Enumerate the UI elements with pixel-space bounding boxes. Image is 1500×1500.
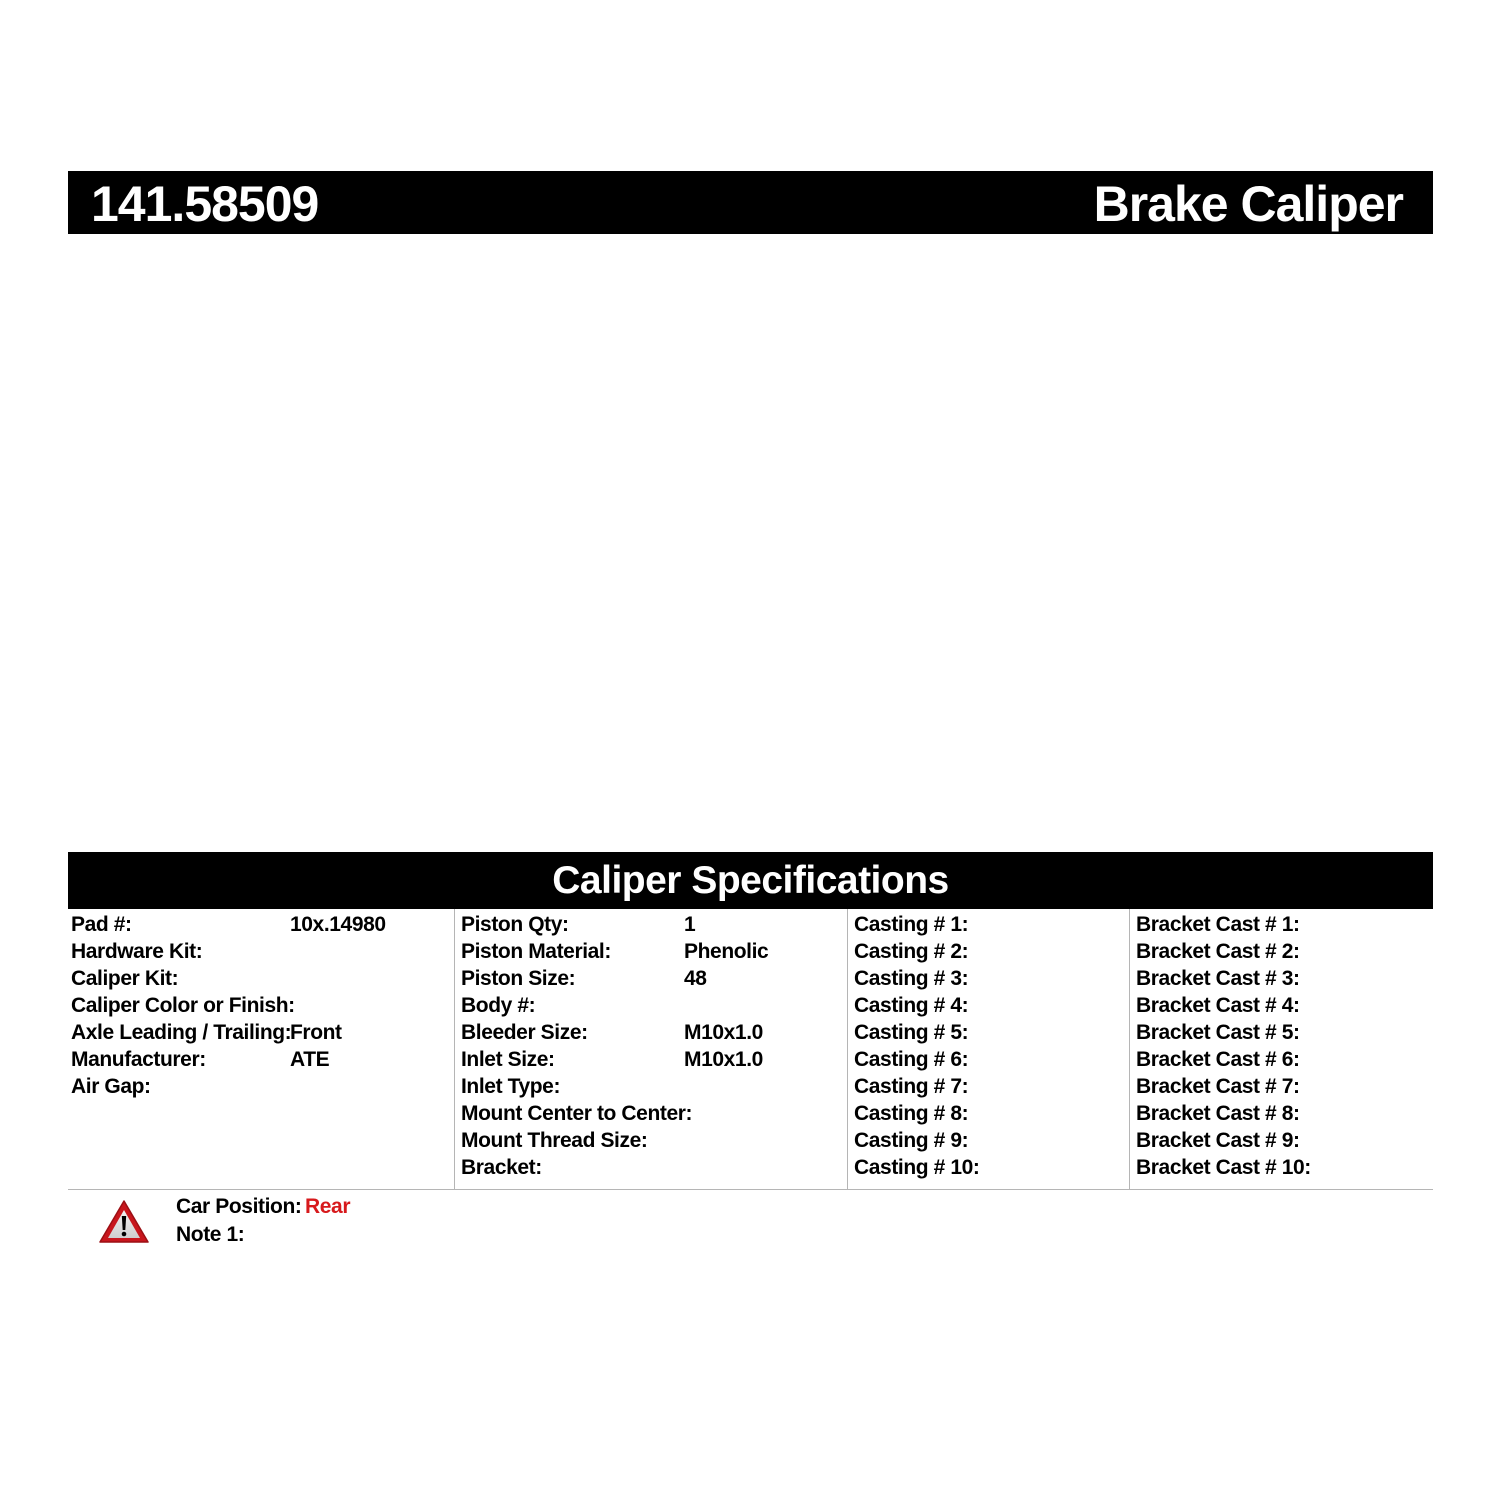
spec-label: Piston Material: xyxy=(461,940,611,963)
spec-label: Manufacturer: xyxy=(71,1048,206,1071)
spec-value: ATE xyxy=(290,1048,330,1071)
spec-label: Body #: xyxy=(461,994,536,1017)
spec-column-casting xyxy=(847,909,1129,1189)
spec-value: 48 xyxy=(684,967,707,990)
spec-value: M10x1.0 xyxy=(684,1021,763,1044)
spec-label: Bracket Cast # 2: xyxy=(1136,940,1300,963)
note-1-row xyxy=(176,1221,244,1249)
spec-column-bracket-cast xyxy=(1129,909,1433,1189)
car-position-row xyxy=(176,1193,351,1221)
spec-label: Bracket Cast # 9: xyxy=(1136,1129,1300,1152)
spec-value: Phenolic xyxy=(684,940,769,963)
spec-label: Piston Qty: xyxy=(461,913,569,936)
spec-label: Casting # 9: xyxy=(854,1129,969,1152)
spec-value: 10x.14980 xyxy=(290,913,386,936)
spec-label: Casting # 10: xyxy=(854,1156,980,1179)
spec-column-general xyxy=(68,909,454,1189)
spec-label: Bracket Cast # 3: xyxy=(1136,967,1300,990)
spec-label: Bracket: xyxy=(461,1156,542,1179)
spec-value: 1 xyxy=(684,913,696,936)
spec-label: Casting # 4: xyxy=(854,994,969,1017)
spec-label: Inlet Size: xyxy=(461,1048,555,1071)
spec-label: Bracket Cast # 8: xyxy=(1136,1102,1300,1125)
spec-label: Casting # 5: xyxy=(854,1021,969,1044)
car-position-value: Rear xyxy=(305,1195,351,1218)
spec-value: Front xyxy=(290,1021,342,1044)
spec-label: Caliper Color or Finish: xyxy=(71,994,295,1017)
spec-label: Bleeder Size: xyxy=(461,1021,588,1044)
spec-label: Bracket Cast # 1: xyxy=(1136,913,1300,936)
spec-value: M10x1.0 xyxy=(684,1048,763,1071)
spec-label: Air Gap: xyxy=(71,1075,151,1098)
part-number: 141.58509 xyxy=(91,176,319,232)
spec-label: Casting # 2: xyxy=(854,940,969,963)
spec-column-piston xyxy=(454,909,847,1189)
specifications-header: Caliper Specifications xyxy=(68,852,1433,909)
spec-label: Inlet Type: xyxy=(461,1075,561,1098)
spec-label: Piston Size: xyxy=(461,967,576,990)
warning-icon xyxy=(98,1199,150,1245)
spec-label: Bracket Cast # 7: xyxy=(1136,1075,1300,1098)
product-type: Brake Caliper xyxy=(1093,176,1403,232)
spec-label: Bracket Cast # 6: xyxy=(1136,1048,1300,1071)
spec-label: Axle Leading / Trailing: xyxy=(71,1021,292,1044)
specifications-table xyxy=(68,909,1433,1190)
spec-label: Caliper Kit: xyxy=(71,967,179,990)
spec-label: Bracket Cast # 4: xyxy=(1136,994,1300,1017)
spec-label: Casting # 3: xyxy=(854,967,969,990)
spec-label: Casting # 1: xyxy=(854,913,969,936)
spec-label: Hardware Kit: xyxy=(71,940,203,963)
spec-label: Casting # 6: xyxy=(854,1048,969,1071)
title-bar xyxy=(68,171,1433,234)
spec-label: Casting # 7: xyxy=(854,1075,969,1098)
car-position-label: Car Position: xyxy=(176,1195,302,1218)
spec-label: Bracket Cast # 5: xyxy=(1136,1021,1300,1044)
spec-label: Mount Thread Size: xyxy=(461,1129,648,1152)
spec-label: Casting # 8: xyxy=(854,1102,969,1125)
spec-label: Mount Center to Center: xyxy=(461,1102,693,1125)
spec-label: Bracket Cast # 10: xyxy=(1136,1156,1311,1179)
note-1-label: Note 1: xyxy=(176,1223,245,1246)
spec-label: Pad #: xyxy=(71,913,132,936)
